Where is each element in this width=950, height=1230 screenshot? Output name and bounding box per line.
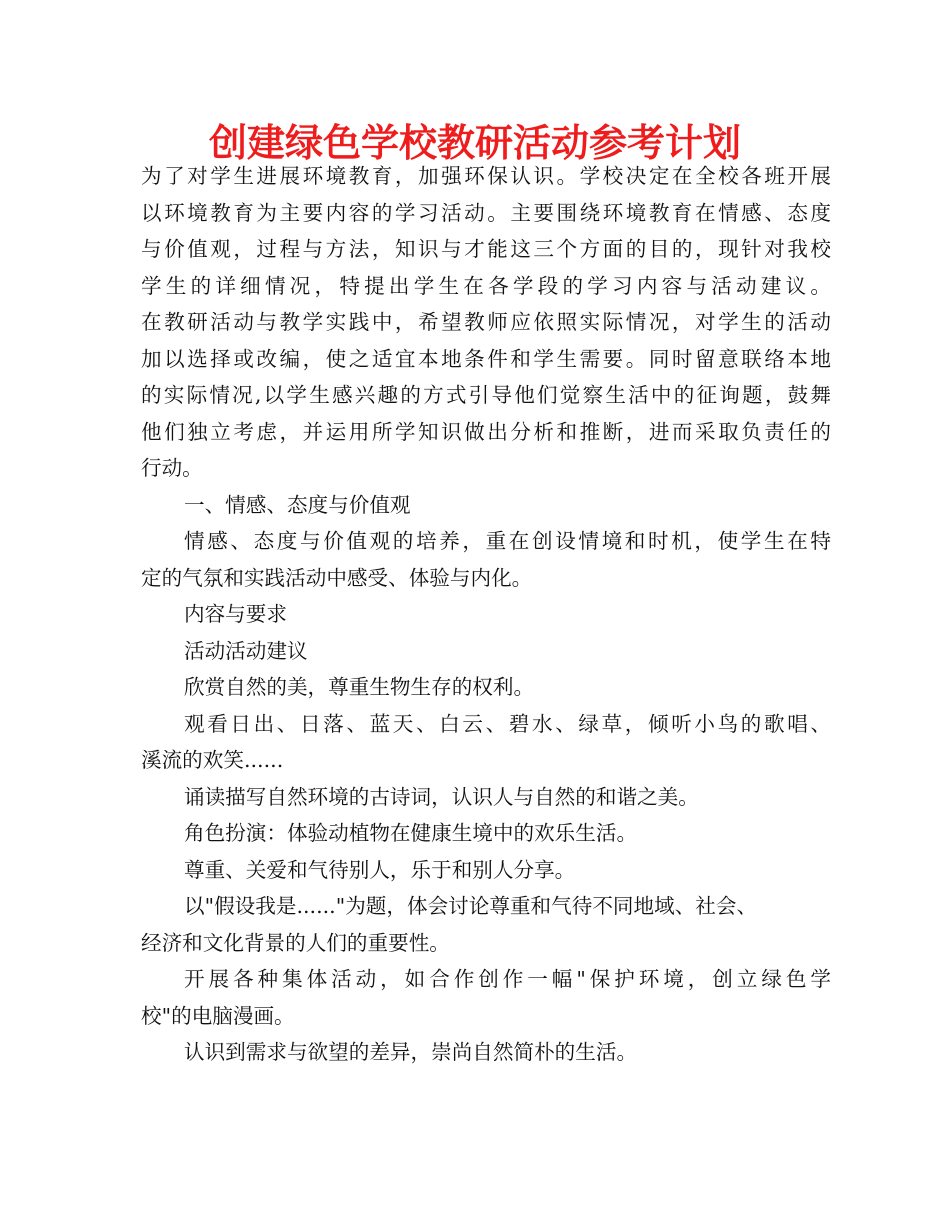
paragraph-line: 以环境教育为主要内容的学习活动。主要围绕环境教育在情感、态度 (141, 200, 831, 225)
paragraph-line: 的实际情况,以学生感兴趣的方式引导他们觉察生活中的征询题，鼓舞 (141, 383, 831, 407)
paragraph-line: 溪流的欢笑...... (141, 748, 284, 772)
subheading: 活动活动建议 (184, 638, 308, 663)
paragraph-line: 在教研活动与教学实践中，希望教师应依照实际情况，对学生的活动 (141, 310, 831, 334)
paragraph-line: 角色扮演：体验动植物在健康生境中的欢乐生活。 (184, 821, 638, 845)
paragraph-line: 认识到需求与欲望的差异，崇尚自然简朴的生活。 (184, 1040, 638, 1064)
document-title: 创建绿色学校教研活动参考计划 (208, 121, 741, 165)
document-body (141, 158, 831, 1071)
subheading: 内容与要求 (184, 602, 287, 626)
paragraph-line: 尊重、关爱和气待别人，乐于和别人分享。 (184, 857, 576, 882)
paragraph-line: 经济和文化背景的人们的重要性。 (141, 930, 450, 955)
section-heading: 一、情感、态度与价值观 (184, 492, 411, 517)
paragraph-line: 定的气氛和实践活动中感受、体验与内化。 (141, 565, 533, 590)
paragraph-line: 他们独立考虑，并运用所学知识做出分析和推断，进而采取负责任的 (141, 419, 831, 444)
paragraph-line: 为了对学生进展环境教育，加强环保认识。学校决定在全校各班开展 (141, 164, 831, 188)
paragraph-line: 欣赏自然的美，尊重生物生存的权利。 (184, 675, 535, 699)
paragraph-line: 校"的电脑漫画。 (141, 1003, 295, 1028)
paragraph-line: 情感、态度与价值观的培养，重在创设情境和时机，使学生在特 (184, 529, 831, 553)
paragraph-line: 加以选择或改编，使之适宜本地条件和学生需要。同时留意联络本地 (141, 346, 831, 371)
paragraph-line: 观看日出、日落、蓝天、白云、碧水、绿草，倾听小鸟的歌唱、 (184, 711, 831, 736)
paragraph-line: 以"假设我是......"为题，体会讨论尊重和气待不同地域、社会、 (184, 894, 758, 918)
paragraph-line: 行动。 (141, 456, 203, 480)
paragraph-line: 学生的详细情况，特提出学生在各学段的学习内容与活动建议。 (141, 273, 831, 298)
paragraph-line: 诵读描写自然环境的古诗词，认识人与自然的和谐之美。 (184, 784, 699, 809)
paragraph-line: 与价值观，过程与方法，知识与才能这三个方面的目的，现针对我校 (141, 237, 831, 261)
paragraph-line: 开展各种集体活动，如合作创作一幅"保护环境，创立绿色学 (184, 967, 831, 991)
